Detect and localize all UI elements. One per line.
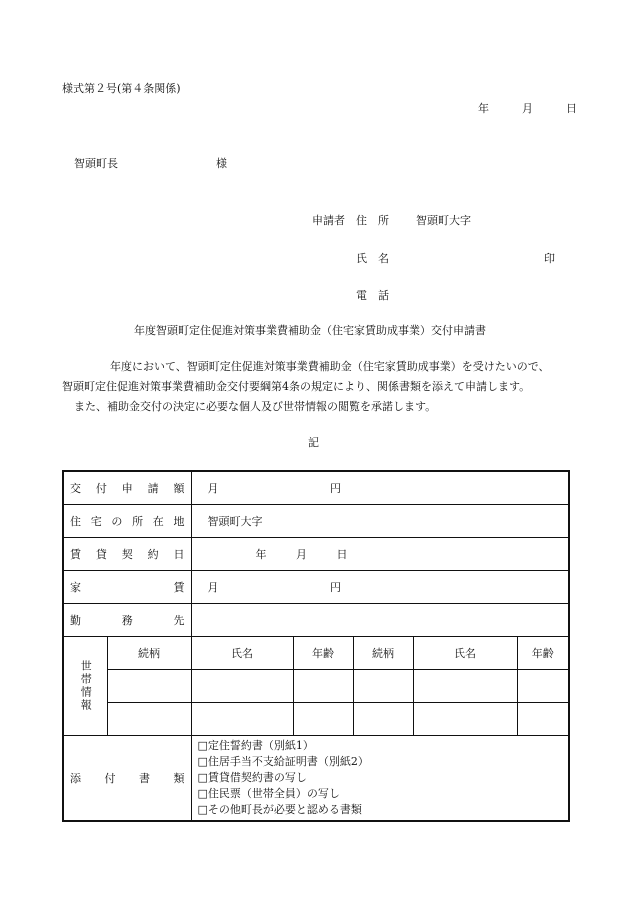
household-cell[interactable] [413,670,517,703]
household-cell[interactable] [191,670,293,703]
label-contract-date: 賃 貸 契 約 日 [63,538,191,571]
address-label: 住 所 [356,214,389,227]
household-cell[interactable] [353,703,413,736]
contract-year: 年 [255,548,267,561]
household-col-relation-1: 続柄 [107,637,191,670]
label-house-location: 住 宅 の 所 在 地 [63,505,191,538]
attachment-item[interactable]: □定住誓約書（別紙1） [197,739,314,752]
date-line [478,100,577,116]
attachment-item[interactable]: □住居手当不支給証明書（別紙2） [197,755,369,768]
household-col-relation-2: 続柄 [353,637,413,670]
address-value: 智頭町大字 [416,214,471,227]
household-col-name-1: 氏名 [191,637,293,670]
application-table [62,470,570,822]
addressee-honorific: 様 [216,157,227,170]
house-location-value: 智頭町大字 [207,515,263,528]
document-title: 年度智頭町定住促進対策事業費補助金（住宅家賃助成事業）交付申請書 [134,324,486,337]
household-cell[interactable] [517,670,569,703]
addressee-name: 智頭町長 [74,157,118,170]
household-cell[interactable] [107,670,191,703]
contract-date-field[interactable] [191,538,569,571]
body-line-1: 年度において、智頭町定住促進対策事業費補助金（住宅家賃助成事業）を受けたいので、 [110,360,550,373]
table-row-contract-date [63,538,569,571]
date-day: 日 [566,102,577,115]
form-number: 様式第２号(第４条関係) [62,82,181,95]
contract-month: 月 [296,548,307,561]
household-row [63,703,569,736]
household-col-age-2: 年齢 [517,637,569,670]
table-row-rent [63,571,569,604]
household-cell[interactable] [413,703,517,736]
body-line-2: 智頭町定住促進対策事業費補助金交付要綱第4条の規定により、関係書類を添えて申請します。 [62,380,531,393]
table-row-workplace [63,604,569,637]
table-row-amount [63,471,569,505]
household-cell[interactable] [293,703,353,736]
rent-yen-suffix: 円 [330,581,341,594]
house-location-field[interactable] [191,505,569,538]
household-cell[interactable] [107,703,191,736]
ki-mark: 記 [308,436,319,449]
label-attachments: 添 付 書 類 [63,736,191,822]
contract-day: 日 [336,548,348,561]
attachment-item[interactable]: □その他町長が必要と認める書類 [197,803,362,816]
body-line-3: また、補助金交付の決定に必要な個人及び世帯情報の閲覧を承諾します。 [74,400,437,413]
amount-yen-suffix: 円 [330,482,341,495]
label-household-info: 世帯情報 [63,637,107,736]
household-row [63,670,569,703]
rent-field[interactable] [191,571,569,604]
attachments-checklist [191,736,569,822]
amount-month-prefix: 月 [207,482,219,495]
table-row-address [63,505,569,538]
label-amount: 交 付 申 請 額 [63,471,191,505]
household-col-name-2: 氏名 [413,637,517,670]
phone-label: 電 話 [356,289,389,302]
household-cell[interactable] [517,703,569,736]
household-cell[interactable] [191,703,293,736]
attachment-item[interactable]: □住民票（世帯全員）の写し [197,787,340,800]
applicant-role: 申請者 [312,214,345,227]
amount-field[interactable] [191,471,569,505]
label-workplace: 勤 務 先 [63,604,191,637]
label-rent: 家 賃 [63,571,191,604]
date-year: 年 [478,102,489,115]
attachment-item[interactable]: □賃貸借契約書の写し [197,771,307,784]
workplace-field[interactable] [191,604,569,637]
household-cell[interactable] [353,670,413,703]
household-col-age-1: 年齢 [293,637,353,670]
name-label: 氏 名 [356,252,389,265]
rent-month-prefix: 月 [207,581,219,594]
seal-mark: 印 [544,252,555,265]
household-cell[interactable] [293,670,353,703]
table-row-attachments [63,736,569,822]
household-header-row [63,637,569,670]
date-month: 月 [522,102,533,115]
